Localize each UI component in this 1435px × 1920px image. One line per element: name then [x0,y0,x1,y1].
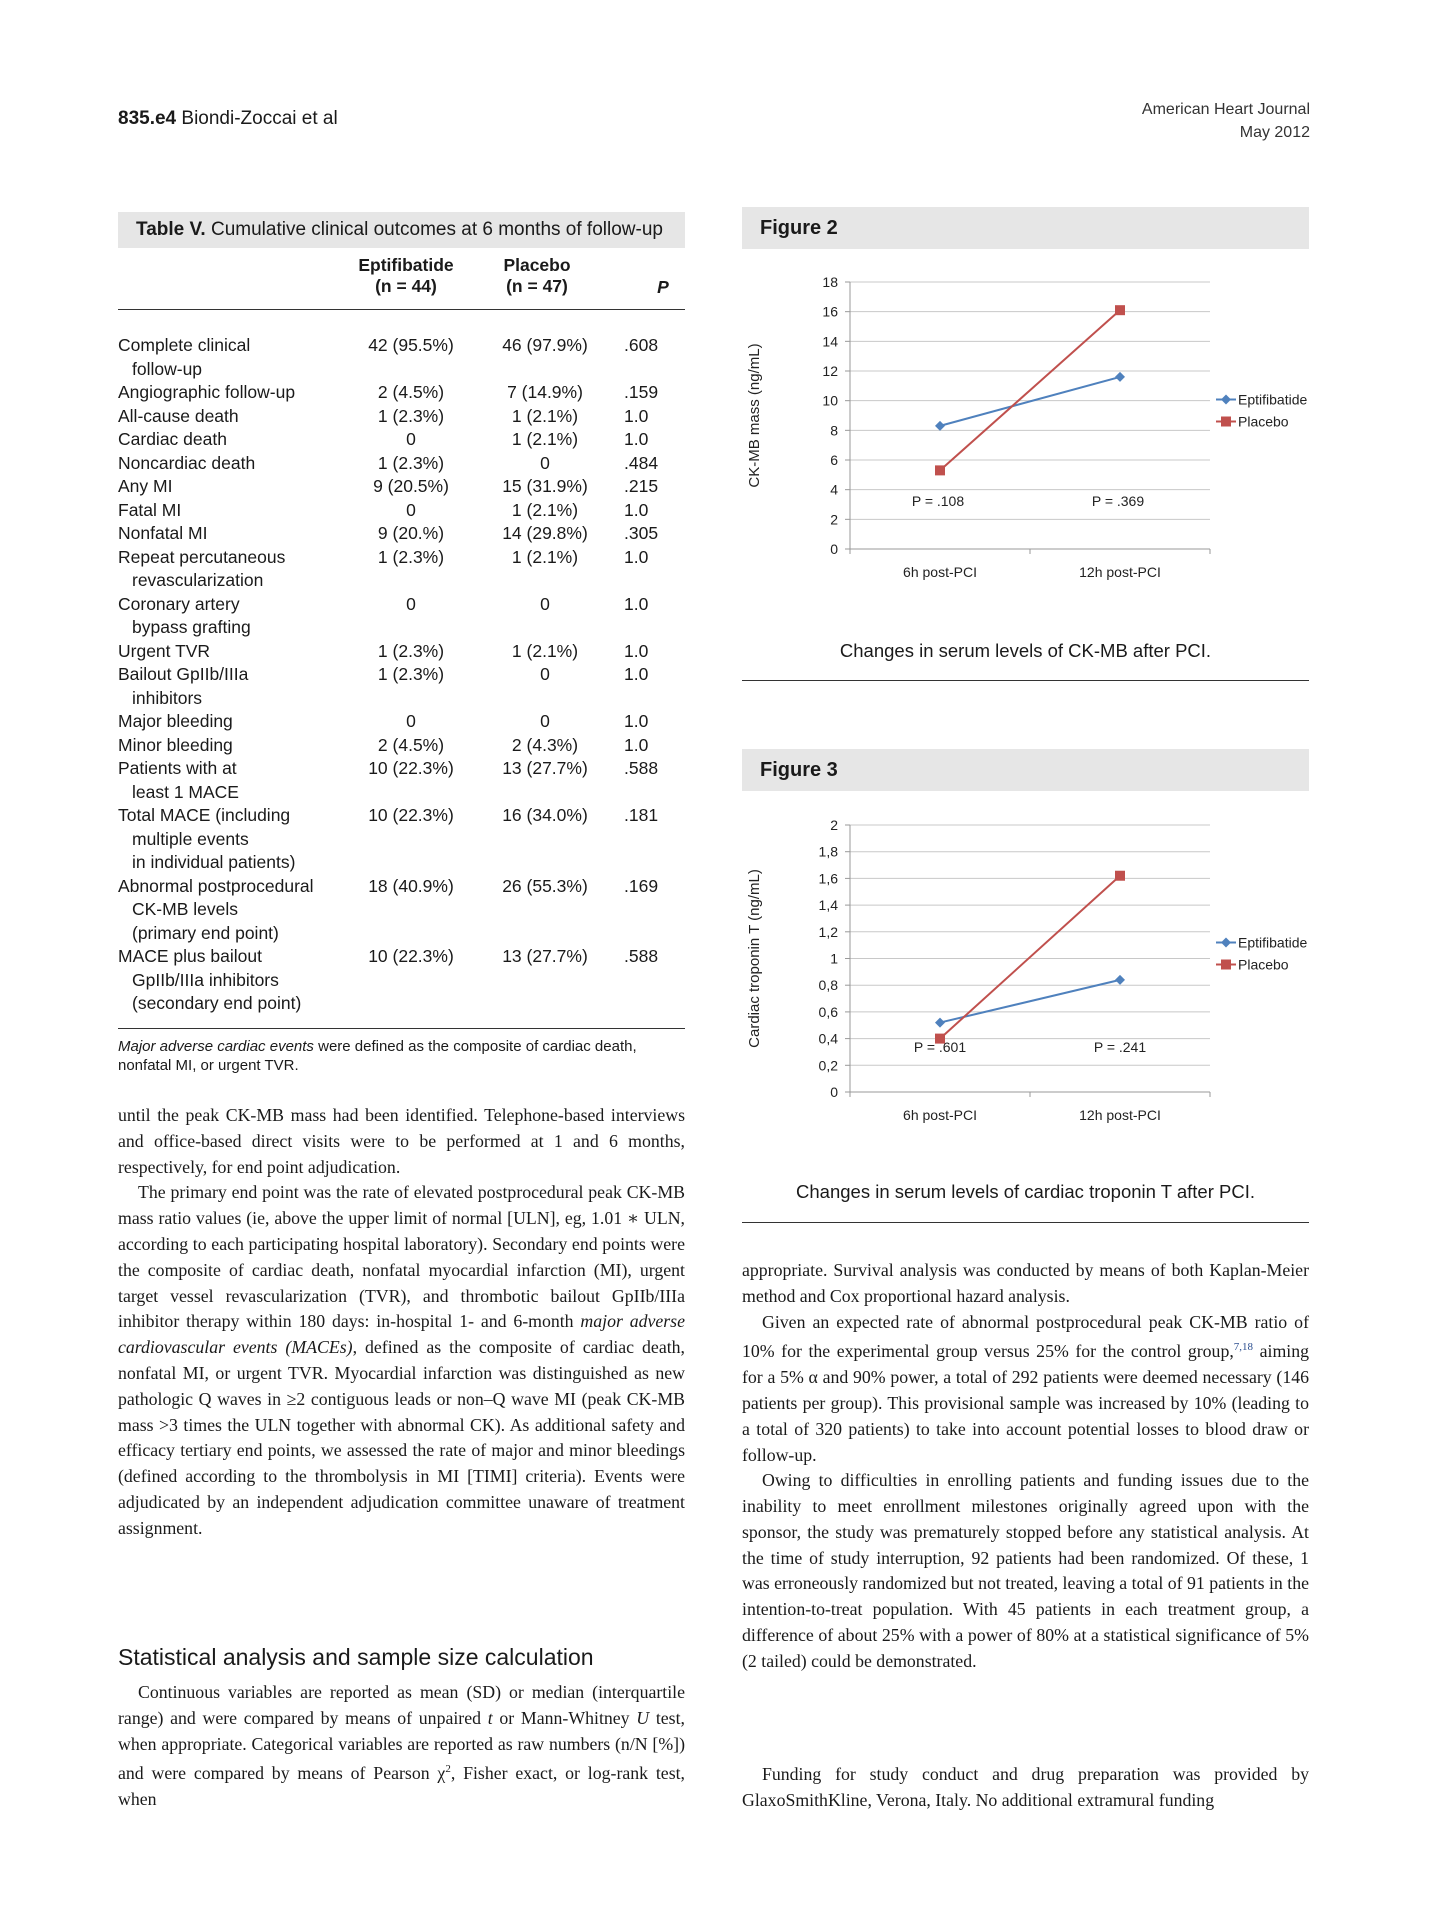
row-label [118,593,346,640]
row-label-line: (secondary end point) [132,993,302,1013]
cell-eptifibatide: 2 (4.5%) [377,382,445,402]
y-tick-label: 2 [830,817,838,833]
figure2-label: Figure 2 [742,207,1309,249]
outcomes-table [118,253,685,1016]
cell-placebo: 0 [540,452,550,473]
cell-p-value: 1.0 [624,711,649,731]
figure3-label: Figure 3 [742,749,1309,791]
text-run: or Mann-Whitney [492,1707,637,1728]
row-label [118,334,346,381]
page-number: 835.e4 [118,108,177,129]
cell-placebo: 14 (29.8%) [502,523,588,543]
cell-p-value: .159 [624,382,659,402]
table-footnote [118,1028,685,1075]
cell-placebo: 46 (97.9%) [502,335,588,355]
cell-eptifibatide: 1 (2.3%) [377,546,445,567]
col-header-placebo [482,255,592,297]
cell-eptifibatide: 10 (22.3%) [368,946,454,966]
table-row [118,663,685,710]
y-tick-label: 1,6 [818,870,838,887]
row-label-line: bypass grafting [132,617,251,637]
data-point-placebo [1115,871,1125,881]
table-row [118,475,685,499]
row-label-line: Coronary artery [118,593,240,614]
cell-eptifibatide: 9 (20.%) [377,523,445,543]
text-run: , defined as the composite of cardiac death, nonfatal MI, or urgent TVR. Myocardial infarction was distinguished as new pathologic Q waves in ≥2 contiguous leads or non–Q wave MI (peak CK-MB mass >3 times the ULN together with abnormal CK). As additional safety and efficacy tertiary end points, we assessed the rate of major and minor bleedings (defined according to the thrombolysis in MI [TIMI] criteria). Events were adjudicated by an independent adjudication committee unaware of treatment assignment. [118,1337,685,1538]
legend-label: Placebo [1238,413,1289,430]
text-run: Given an expected rate of abnormal postprocedural peak CK-MB ratio of 10% for the experimental group versus 25% for the control group, [742,1311,1309,1362]
cell-p-value: 1.0 [624,734,649,755]
cell-p-value: .588 [624,946,659,966]
y-tick-label: 4 [830,481,838,498]
text-run-italic: t [487,1707,493,1728]
table-row [118,804,685,875]
cell-eptifibatide: 42 (95.5%) [368,335,454,355]
row-label-line: CK-MB levels [132,899,238,919]
figure3-caption: Changes in serum levels of cardiac troponin T after PCI. [796,1181,1255,1202]
legend-marker [1221,395,1231,405]
figure3-rule [742,1222,1309,1223]
row-label [118,710,346,734]
table-row [118,546,685,593]
cell-p-value: 1.0 [624,593,649,614]
ckmb-chart [742,262,1309,632]
cell-placebo: 16 (34.0%) [502,805,588,825]
data-point-eptifibatide [1115,975,1125,985]
legend-marker [1221,938,1231,948]
legend-label: Placebo [1238,956,1289,973]
cell-placebo: 15 (31.9%) [502,476,588,496]
paragraph: appropriate. Survival analysis was conducted by means of both Kaplan-Meier method and Cox proportional hazard analysis. [742,1260,1309,1306]
text-run: Continuous variables are reported as mean (SD) or median (interquartile range) and were compared by means of unpaired [118,1682,685,1728]
row-label [118,804,346,875]
row-label-line: (primary end point) [132,922,279,943]
col-header-p: P [657,277,669,297]
table-row [118,593,685,640]
p-value-annotation: P = .369 [1091,492,1145,509]
row-label-line: Repeat percutaneous [118,546,286,567]
row-label-line: inhibitors [132,687,203,708]
y-tick-label: 1,2 [818,923,838,940]
row-label [118,663,346,710]
y-tick-label: 0 [830,1084,838,1100]
col-header-line: Eptifibatide [358,255,454,275]
cell-eptifibatide: 0 [406,429,416,449]
p-value-annotation: P = .108 [911,492,965,509]
cell-placebo: 26 (55.3%) [502,875,588,896]
text-run: , Fisher exact, or log-rank test, when [118,1763,686,1810]
text-run: aiming for a 5% α and 90% power, a total of 292 patients were deemed necessary (146 patients per group). This provisional sample was increased by 10% (leading to a total of 320 patients) to take into account potential losses to blood draw or follow-up. [742,1341,1309,1465]
row-label [118,875,346,946]
funding-statement [742,1762,1309,1814]
cell-placebo: 1 (2.1%) [511,640,579,661]
right-column-text [742,1258,1309,1675]
row-label [118,475,346,499]
row-label-line: Fatal MI [118,499,182,520]
y-tick-label: 6 [830,452,838,468]
cell-p-value: 1.0 [624,499,649,520]
data-point-eptifibatide [935,1018,945,1028]
legend-marker [1221,960,1231,970]
y-tick-label: 1,8 [818,843,838,860]
p-value-annotation: P = .601 [913,1038,967,1055]
text-run: The primary end point was the rate of elevated postprocedural peak CK-MB mass ratio values (ie, above the upper limit of normal [ULN], eg, 1.01 ∗ ULN, according to each participating hospital laboratory). Secondary end points were the composite of cardiac death, nonfatal myocardial infarction (MI), urgent target vessel revascularization (TVR), and thrombotic bailout GpIIb/IIIa inhibitor therapy within 180 days: in-hospital 1- and 6-month [118,1182,685,1332]
cell-placebo: 1 (2.1%) [511,429,579,449]
cell-placebo: 2 (4.3%) [511,734,579,755]
row-label-line: Noncardiac death [118,452,256,473]
paragraph: until the peak CK-MB mass had been identified. Telephone-based interviews and office-based direct visits were to be performed at 1 and 6 months, respectively, for end point adjudication. [118,1105,685,1177]
table-row [118,757,685,804]
paragraph: Owing to difficulties in enrolling patients and funding issues due to the inability to meet enrollment milestones originally agreed upon with the sponsor, the study was prematurely stopped before any statistical analysis. At the time of study interruption, 92 patients had been randomized. Of these, 1 was erroneously randomized but not treated, leaving a total of 91 patients in the intention-to-treat population. With 45 patients in each treatment group, a difference of about 25% with a power of 80% at a statistical significance of 5% (2 tailed) could be demonstrated. [742,1470,1309,1671]
data-point-placebo [1115,305,1125,315]
x-tick-label: 12h post-PCI [1079,1107,1161,1123]
row-label [118,546,346,593]
table-label: Table V. [136,219,206,240]
cell-eptifibatide: 2 (4.5%) [377,734,445,755]
row-label [118,428,346,452]
row-label-line: follow-up [132,358,203,379]
x-tick-label: 12h post-PCI [1079,564,1161,580]
row-label [118,499,346,523]
cell-p-value: .484 [624,452,659,473]
cell-eptifibatide: 0 [406,711,416,731]
table-caption [118,212,685,248]
figure2-caption: Changes in serum levels of CK-MB after PCI. [839,640,1212,661]
table-row [118,640,685,664]
cell-eptifibatide: 0 [406,593,416,614]
y-tick-label: 0,8 [818,977,838,994]
row-label [118,452,346,476]
cell-placebo: 0 [540,664,550,684]
cell-p-value: 1.0 [624,546,649,567]
cell-p-value: 1.0 [624,640,649,661]
table-row [118,710,685,734]
running-header-left [118,108,338,130]
row-label [118,522,346,546]
table-row [118,734,685,758]
cell-placebo: 0 [540,711,550,731]
y-tick-label: 18 [822,274,838,290]
paragraph: Funding for study conduct and drug preparation was provided by GlaxoSmithKline, Verona, Italy. No additional extramural funding [742,1764,1309,1810]
row-label [118,945,346,1016]
text-run: test, when appropriate. Categorical variables are reported as raw numbers (n/N [%]) and were compared by means of Pearson χ [118,1707,685,1784]
row-label-line: Minor bleeding [118,734,233,755]
y-tick-label: 0,2 [818,1057,838,1074]
issue-date: May 2012 [1239,124,1310,141]
y-tick-label: 1,4 [818,897,838,914]
row-label [118,757,346,804]
legend-label: Eptifibatide [1238,934,1308,951]
section-heading: Statistical analysis and sample size calculation [118,1644,594,1670]
cell-placebo: 1 (2.1%) [511,405,579,426]
cell-p-value: .169 [624,875,659,896]
row-label-line: least 1 MACE [132,781,239,802]
cell-placebo: 1 (2.1%) [511,546,579,567]
cell-p-value: 1.0 [624,664,649,684]
series-line-eptifibatide [940,377,1120,426]
row-label-line: in individual patients) [132,852,296,872]
text-run-italic: U [636,1707,650,1728]
authors: Biondi-Zoccai et al [181,108,338,129]
cell-placebo: 7 (14.9%) [507,382,583,402]
y-tick-label: 0,6 [818,1003,838,1020]
cell-eptifibatide: 1 (2.3%) [377,405,445,426]
table-row [118,522,685,546]
series-line-placebo [940,876,1120,1039]
series-line-placebo [940,310,1120,470]
row-label [118,734,346,758]
footnote-text: were defined as the composite of cardiac death, nonfatal MI, or urgent TVR. [118,1038,637,1074]
table-row [118,945,685,1016]
footnote-term: Major adverse cardiac events [118,1038,314,1055]
row-label-line: Major bleeding [118,711,233,731]
cell-eptifibatide: 1 (2.3%) [377,452,445,473]
col-header-line: (n = 47) [506,276,568,296]
row-label-line: multiple events [132,828,249,849]
legend-label: Eptifibatide [1238,391,1308,408]
row-label-line: Angiographic follow-up [118,382,296,402]
left-column-text-2 [118,1680,685,1813]
paragraph [118,1680,685,1813]
cell-p-value: .608 [624,335,659,355]
text-run-italic: major adverse cardiovascular events (MACEs) [118,1311,685,1358]
table-row [118,428,685,452]
cell-p-value: 1.0 [624,405,649,426]
row-label-line: Cardiac death [118,429,227,449]
figure2-rule [742,680,1309,681]
row-label-line: Any MI [118,476,173,496]
row-label [118,381,346,405]
data-point-eptifibatide [1115,372,1125,382]
cell-eptifibatide: 18 (40.9%) [368,875,454,896]
troponin-chart [742,805,1309,1175]
row-label-line: revascularization [132,570,264,590]
y-tick-label: 0 [830,541,838,557]
table-row [118,875,685,946]
y-tick-label: 14 [822,333,838,350]
row-label-line: Complete clinical [118,335,251,355]
cell-eptifibatide: 1 (2.3%) [377,664,445,684]
y-axis-label: Cardiac troponin T (ng/mL) [746,869,763,1048]
table-row [118,499,685,523]
row-label-line: MACE plus bailout [118,946,262,966]
table-row [118,452,685,476]
superscript: 2 [445,1763,451,1776]
paragraph [742,1310,1309,1469]
table-title: Cumulative clinical outcomes at 6 months of follow-up [210,219,663,240]
cell-p-value: .215 [624,476,659,496]
data-point-placebo [935,465,945,475]
y-tick-label: 10 [822,392,838,409]
y-tick-label: 16 [822,303,838,320]
col-header-eptifibatide [346,255,466,297]
row-label-line: Urgent TVR [118,640,211,661]
cell-p-value: .305 [624,523,659,543]
row-label-line: Abnormal postprocedural [118,875,314,896]
left-column-text [118,1103,685,1542]
cell-p-value: 1.0 [624,429,649,449]
table-row [118,334,685,381]
row-label-line: GpIIb/IIIa inhibitors [132,969,279,990]
row-label-line: Bailout GpIIb/IIIa [118,664,249,684]
cell-eptifibatide: 10 (22.3%) [368,758,454,778]
journal-name: American Heart Journal [1141,101,1310,118]
col-header-line: (n = 44) [375,276,437,296]
paragraph [118,1180,685,1541]
y-axis-label: CK-MB mass (ng/mL) [746,343,763,488]
p-value-annotation: P = .241 [1093,1038,1147,1055]
table-row [118,405,685,429]
x-tick-label: 6h post-PCI [903,1107,977,1123]
cell-placebo: 1 (2.1%) [511,499,579,520]
running-header-right [1142,98,1310,144]
cell-eptifibatide: 10 (22.3%) [368,805,454,825]
x-tick-label: 6h post-PCI [903,564,977,580]
row-label-line: Total MACE (including [118,805,291,825]
cell-eptifibatide: 0 [406,499,416,520]
series-line-eptifibatide [940,980,1120,1023]
y-tick-label: 8 [830,422,838,439]
cell-eptifibatide: 1 (2.3%) [377,640,445,661]
y-tick-label: 1 [830,950,838,967]
table-row [118,381,685,405]
cell-p-value: .588 [624,758,659,778]
cell-p-value: .181 [624,805,659,825]
row-label [118,405,346,429]
legend-marker [1221,417,1231,427]
y-tick-label: 0,4 [818,1030,838,1047]
cell-eptifibatide: 9 (20.5%) [373,476,449,496]
table-header [118,253,685,310]
citation-ref: 7,18 [1233,1341,1254,1354]
col-header-line: Placebo [503,255,571,275]
data-point-eptifibatide [935,421,945,431]
y-tick-label: 12 [822,363,838,379]
cell-placebo: 13 (27.7%) [502,946,588,966]
y-tick-label: 2 [830,511,838,528]
table-body [118,334,685,1016]
cell-placebo: 13 (27.7%) [502,758,588,778]
row-label [118,640,346,664]
row-label-line: Patients with at [118,758,237,778]
row-label-line: Nonfatal MI [118,523,208,543]
cell-placebo: 0 [540,593,550,614]
row-label-line: All-cause death [118,405,239,426]
